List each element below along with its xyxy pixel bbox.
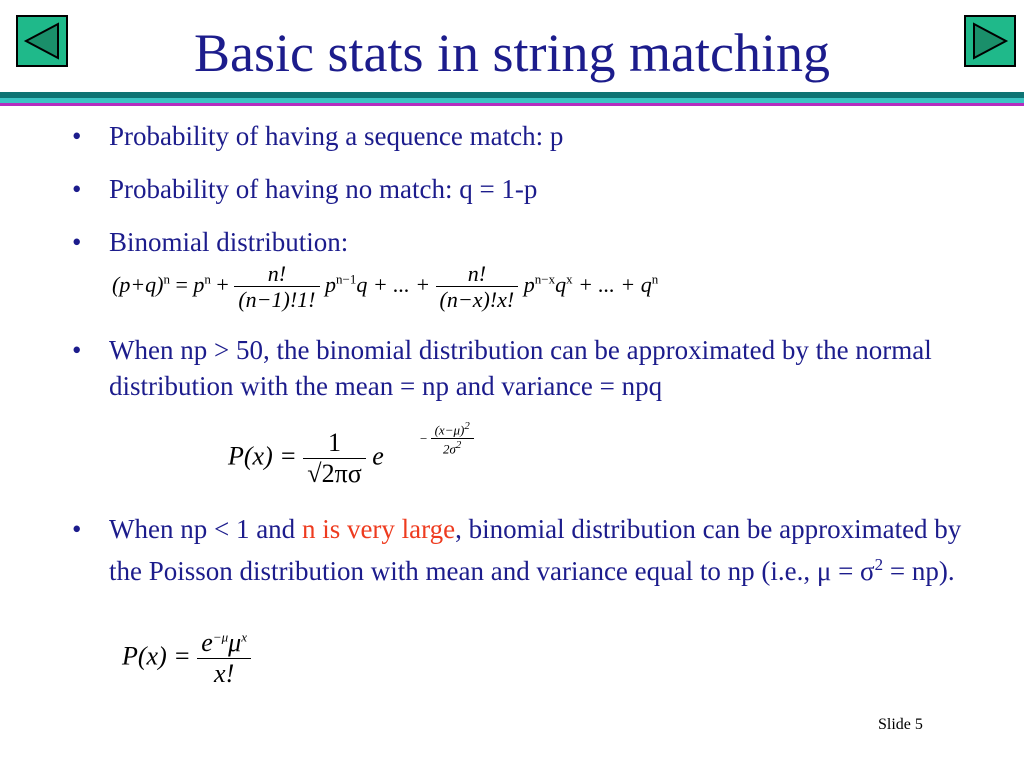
sqrt-radicand: 2πσ xyxy=(321,458,362,488)
bullet-text xyxy=(109,511,969,589)
exponent-fraction xyxy=(431,420,474,458)
binomial-plus: + xyxy=(216,271,229,297)
binomial-lhs-exp: n xyxy=(163,271,170,287)
binomial-term3: p xyxy=(523,271,535,297)
normal-formula xyxy=(228,428,384,489)
sigma-exponent: 2 xyxy=(874,555,884,574)
binomial-lhs: (p+q) xyxy=(112,271,164,297)
binomial-term3-exp: n−x xyxy=(534,271,556,287)
exponent-den-text: 2σ xyxy=(443,441,456,457)
poisson-mu-exp: x xyxy=(241,629,247,645)
slide-title: Basic stats in string matching xyxy=(194,23,830,83)
highlighted-text: n is very large xyxy=(301,514,456,544)
binomial-term4-exp: n xyxy=(651,271,659,287)
fraction-denominator: (n−1)!1! xyxy=(238,287,316,313)
normal-e: e xyxy=(372,441,384,471)
exponent-minus: − xyxy=(420,430,428,446)
fraction-numerator xyxy=(197,628,251,659)
exponent-num-sup: 2 xyxy=(464,420,470,432)
bullet-text: Binomial distribution: xyxy=(109,227,349,257)
fraction-numerator: n! xyxy=(234,261,319,287)
normal-exponent xyxy=(420,420,474,458)
binomial-term3b: q xyxy=(555,271,567,297)
bullet-marker: • xyxy=(72,227,82,257)
binomial-equals: = xyxy=(175,271,188,297)
poisson-fraction xyxy=(197,628,251,689)
binomial-term2: p xyxy=(325,271,336,297)
fraction-numerator: n! xyxy=(436,261,519,287)
bullet-text-pre: When np < 1 and xyxy=(109,514,302,544)
binomial-term1: p xyxy=(193,271,205,297)
exponent-den-sup: 2 xyxy=(455,439,462,452)
binomial-term4: + ... + q xyxy=(578,271,652,297)
binomial-term3b-exp: x xyxy=(566,271,573,287)
exponent-num-text: (x−μ) xyxy=(434,422,465,438)
bullet-text: Probability of having no match: q = 1-p xyxy=(109,174,538,204)
slide-number: Slide 5 xyxy=(878,716,923,733)
title-divider-accent xyxy=(0,103,1024,106)
normal-fraction xyxy=(303,428,365,489)
poisson-e-exp: −μ xyxy=(212,629,229,645)
fraction-denominator: x! xyxy=(214,658,235,688)
fraction-numerator: 1 xyxy=(303,428,365,459)
poisson-formula xyxy=(122,628,251,689)
binomial-fraction-2 xyxy=(436,261,519,313)
binomial-formula xyxy=(112,261,658,313)
bullet-marker: • xyxy=(72,335,82,365)
poisson-lhs: P(x) = xyxy=(122,641,191,671)
binomial-term1-exp: n xyxy=(204,271,211,287)
normal-lhs: P(x) = xyxy=(228,441,297,471)
bullet-text-post: , binomial distribution can be approximated by the Poisson distribution with mean and variance equal to np (i.e., μ = σ xyxy=(109,514,962,586)
bullet-marker: • xyxy=(72,121,82,151)
binomial-fraction-1 xyxy=(234,261,319,313)
poisson-mu: μ xyxy=(228,628,242,657)
bullet-marker: • xyxy=(72,174,82,204)
bullet-text: When np > 50, the binomial distribution can be approximated by the normal distribution with the mean = np and variance = npq xyxy=(109,335,932,401)
binomial-term2-exp: n−1 xyxy=(336,271,357,287)
fraction-denominator: (n−x)!x! xyxy=(439,287,515,313)
binomial-term2b: q + ... + xyxy=(356,271,431,297)
fraction-denominator xyxy=(431,439,474,457)
poisson-e: e xyxy=(201,628,213,657)
fraction-denominator: √2πσ xyxy=(307,458,362,488)
fraction-numerator xyxy=(431,420,474,439)
bullet-marker: • xyxy=(72,514,82,544)
bullet-text: Probability of having a sequence match: p xyxy=(109,121,564,151)
bullet-text-tail: = np). xyxy=(883,556,955,586)
